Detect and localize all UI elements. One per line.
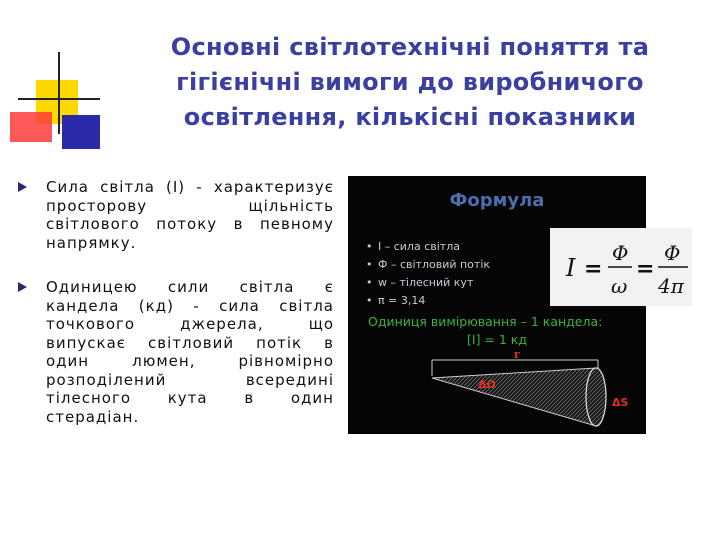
slide-title-line-2: гігієнічні вимоги до виробничого [176, 68, 644, 96]
definition-list [366, 238, 546, 310]
formula-panel [348, 176, 684, 434]
definition-item: • Ф – світловий потік [366, 258, 491, 271]
formula-graphic [550, 228, 692, 306]
formula-equals-2: = [636, 256, 655, 282]
formula-box [550, 228, 692, 306]
formula-equals-1: = [584, 256, 603, 282]
bullet-item [14, 178, 334, 252]
cone-base [586, 368, 606, 426]
formula-lhs: I [566, 254, 576, 282]
solid-angle-cone-diagram [348, 346, 646, 434]
bullet-arrow-icon [18, 182, 27, 192]
definition-text: Ф – світловий потік [378, 258, 491, 271]
cone-shape [432, 368, 596, 426]
decor-blue-square [62, 115, 100, 149]
definition-text: I – сила світла [378, 240, 460, 253]
definition-item: • π = 3,14 [366, 294, 426, 307]
solid-angle-label: ΔΩ [478, 378, 496, 391]
radius-label: r [514, 348, 520, 361]
formula-numerator-2: Φ [664, 241, 681, 265]
decor-red-square [10, 112, 52, 142]
decor-vertical-line [58, 52, 60, 134]
definition-item: • I – сила світла [366, 240, 460, 253]
unit-definition: Одиниця вимірювання – 1 кандела: [368, 314, 603, 329]
definition-text: w – тілесний кут [378, 276, 474, 289]
slide-title-line-1: Основні світлотехнічні поняття та [170, 33, 650, 61]
bullet-list [14, 178, 334, 452]
definition-item: • w – тілесний кут [366, 276, 474, 289]
bullet-item [14, 278, 334, 426]
slide-title-line-3: освітлення, кількісні показники [183, 103, 637, 131]
bullet-text: Одиницею сили світла є кандела (кд) - сила світла точкового джерела, що випускає світловий потік в один люмен, рівномірно розподілений всередині тілесного кута в один стерадіан. [46, 278, 334, 426]
formula-denominator-2: 4π [658, 274, 684, 298]
formula-numerator-1: Φ [612, 241, 629, 265]
bullet-arrow-icon [18, 282, 27, 292]
decor-horizontal-line [18, 98, 100, 100]
unit-value: [I] = 1 кд [467, 332, 527, 347]
formula-denominator-1: ω [611, 274, 628, 298]
definition-text: π = 3,14 [378, 294, 426, 307]
bullet-text: Сила світла (I) - характеризує просторову щільність світлового потоку в певному напрямку. [46, 178, 334, 252]
slide-title [110, 30, 710, 135]
formula-title: Формула [449, 190, 545, 211]
area-label: ΔS [612, 396, 629, 409]
